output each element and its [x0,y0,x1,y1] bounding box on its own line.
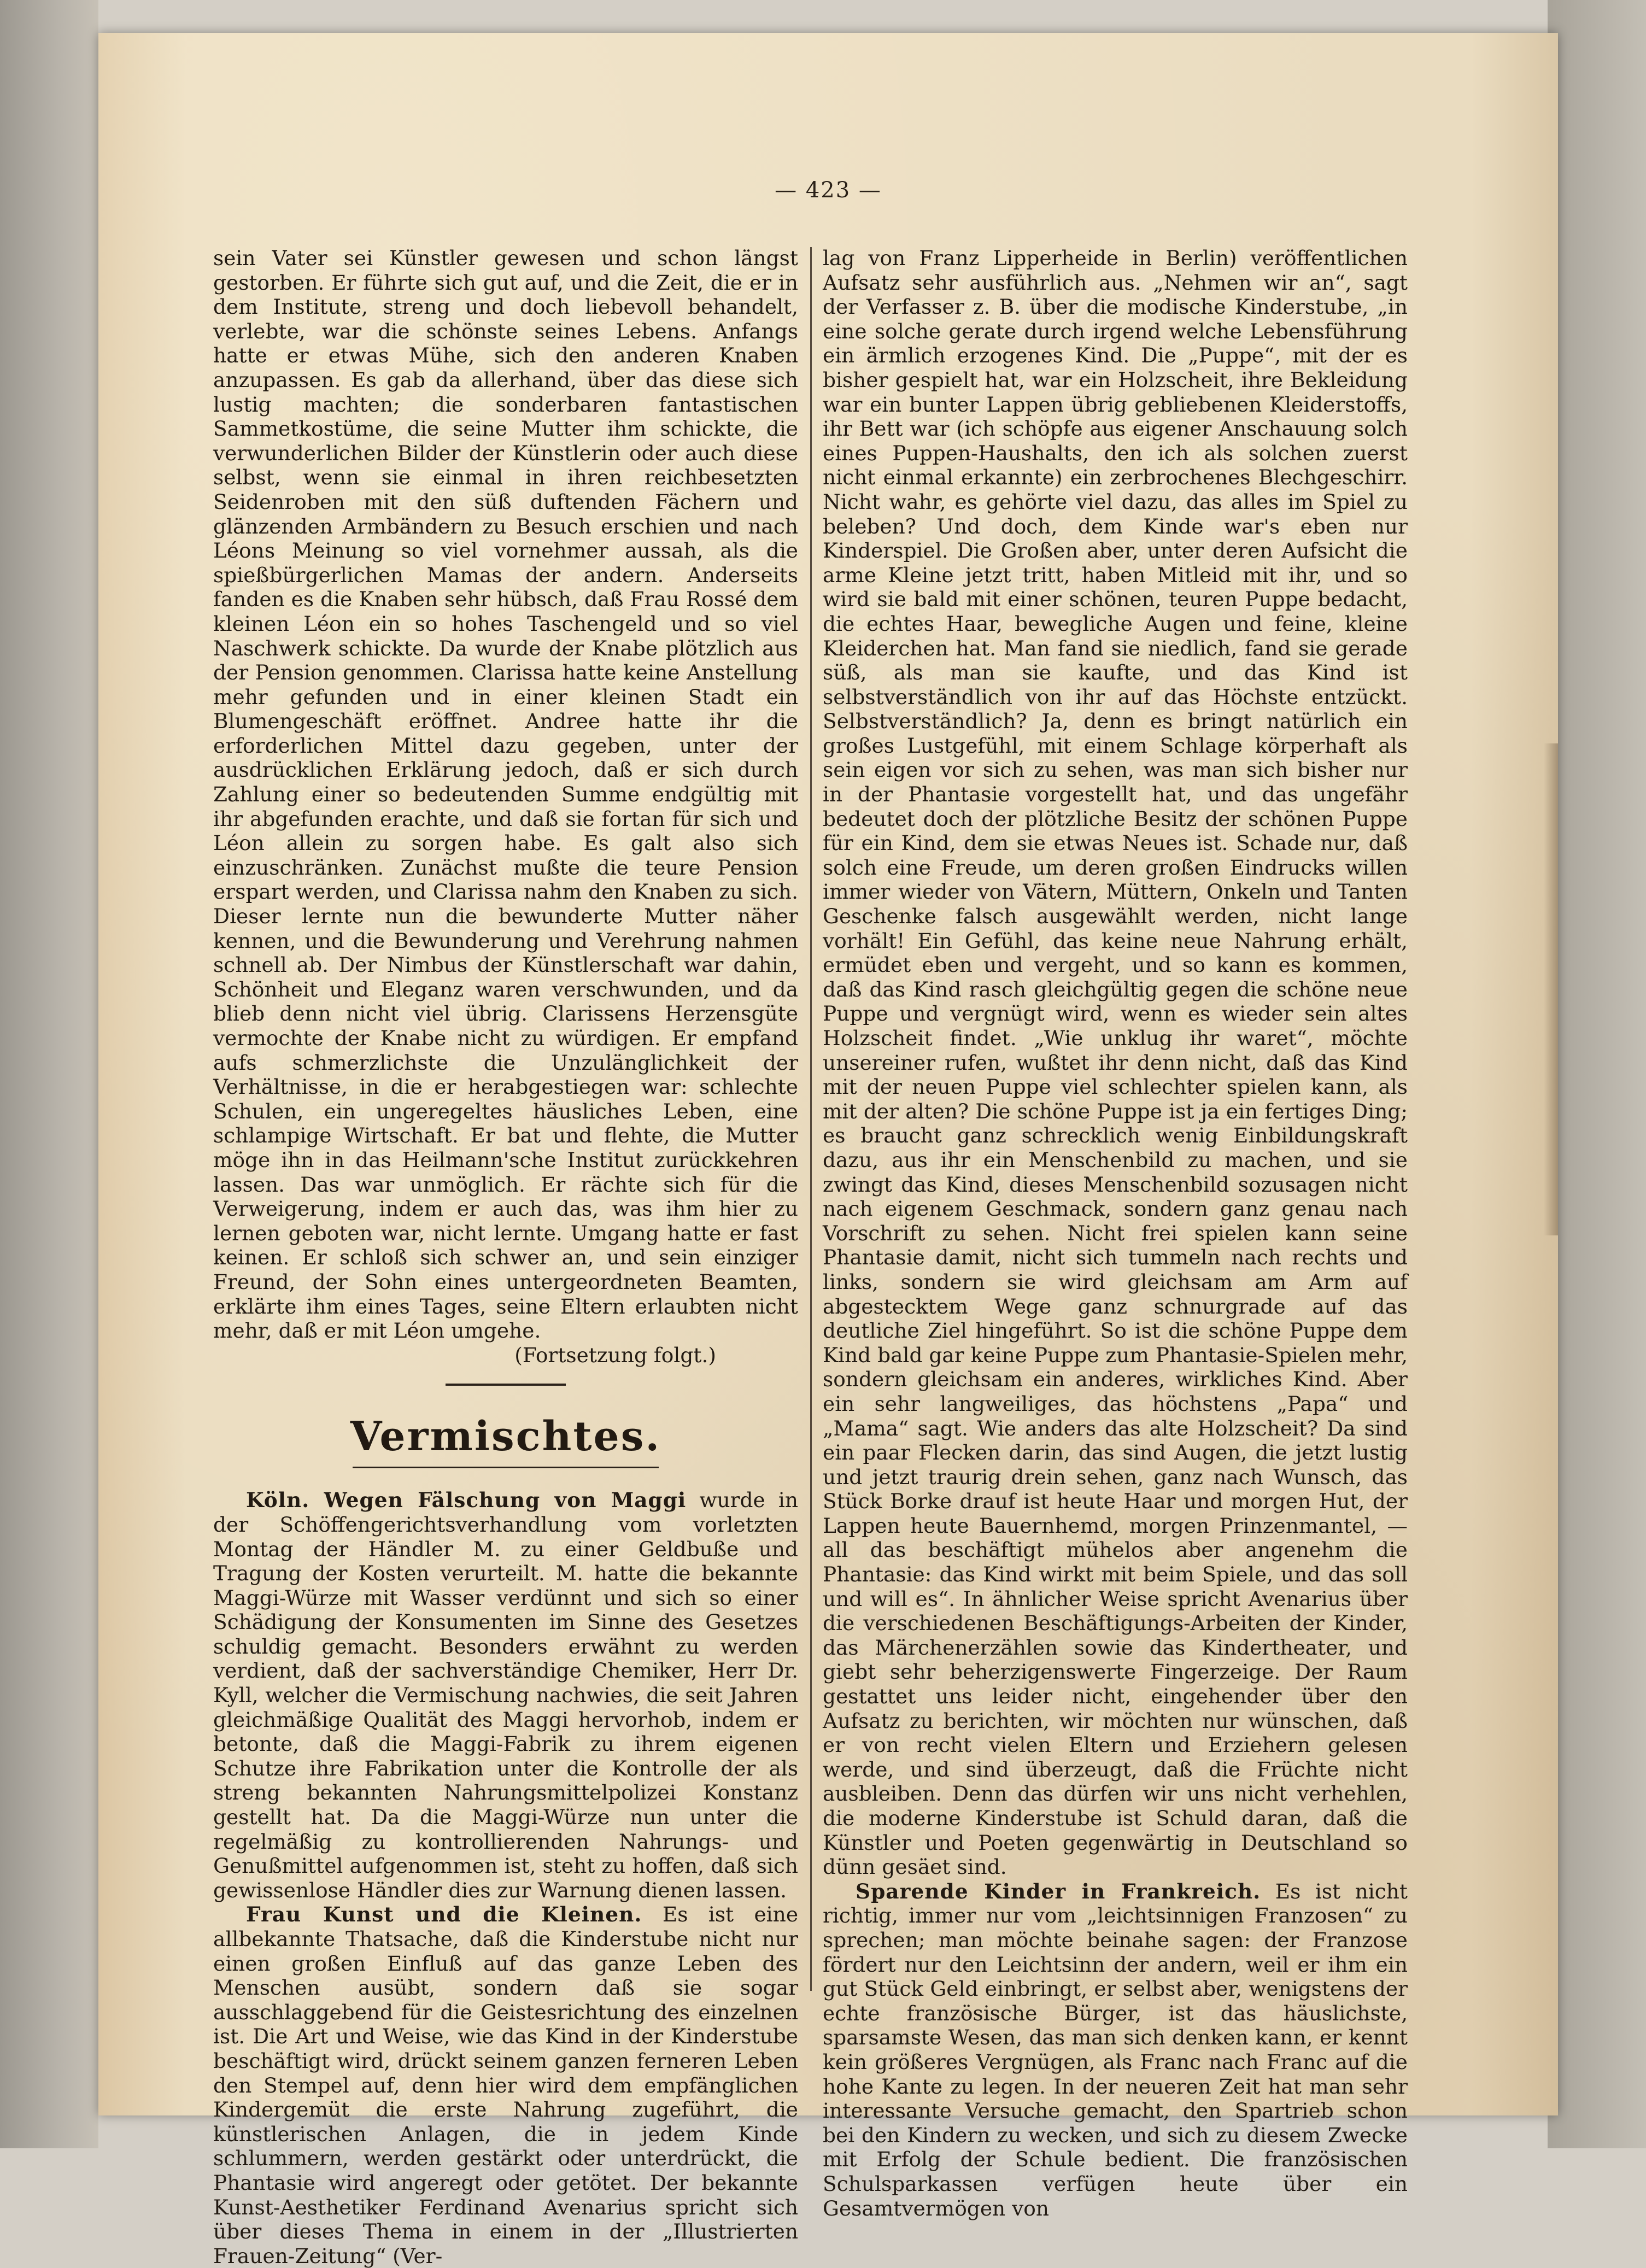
article-sparende-kinder [823,1879,1408,2220]
article-sparende-kinder-text: Es ist nicht richtig, immer nur vom „leichtsinnigen Franzosen“ zu sprechen; man möchte beinahe sagen: der Franzose fördert nur den Leichtsinn der andern, weil er ihm ein gut Stück Geld einbringt, er selbst aber, wenigstens der echte französische Bürger, ist das häuslichste, sparsamste Wesen, das man sich denken kann, er kennt kein größeres Vergnügen, als Franc nach Franc auf die hohe Kante zu legen. In der neueren Zeit hat man sehr interessante Versuche gemacht, den Spartrieb schon bei den Kindern zu wecken, und sich zu diesem Zwecke mit Erfolg der Schule bedient. Die französischen Schulsparkassen verfügen heute über ein Gesamtvermögen von [823,1879,1408,2220]
newspaper-page [98,33,1558,2268]
continued-note: (Fortsetzung folgt.) [514,1343,716,1367]
article-kunst [213,1902,798,2268]
article-maggi-lead: Köln. Wegen Fälschung von Maggi [246,1488,687,1513]
right-column [823,246,1408,2220]
scanner-backdrop-right [1548,0,1646,2148]
left-column [213,246,798,2268]
article-maggi [213,1488,798,1902]
section-heading: Vermischtes. [350,1413,661,1461]
heading-rule-top [446,1384,566,1386]
column-divider [810,247,812,1991]
heading-rule-bottom [353,1467,659,1468]
article-kunst-text: Es ist eine allbekannte Thatsache, daß die Kinderstube nicht nur einen großen Einfluß auf das ganze Leben des Menschen ausübt, sondern daß sie sogar ausschlaggebend für die Geistesrichtung des einzelnen ist. Die Art und Weise, wie das Kind in der Kinderstube beschäftigt wird, drückt seinem ganzen ferneren Leben den Stempel auf, denn hier wird dem empfänglichen Kindergemüt die erste Nahrung zugeführt, die künstlerischen Anlagen, die in jedem Kinde schlummern, werden gestärkt oder unterdrückt, die Phantasie wird angeregt oder getötet. Der bekannte Kunst-Aesthetiker Ferdinand Avenarius spricht sich über dieses Thema in einem in der „Illustrierten Frauen-Zeitung“ (Ver- [213,1902,799,2268]
story-paragraph: sein Vater sei Künstler gewesen und schon längst gestorben. Er führte sich gut auf, und die Zeit, die er in dem Institute, streng und doch liebevoll behandelt, verlebte, war die schönste seines Lebens. Anfangs hatte er etwas Mühe, sich den anderen Knaben anzupassen. Es gab da allerhand, über das diese sich lustig machten; die sonderbaren fantastischen Sammetkostüme, die seine Mutter ihm schickte, die verwunderlichen Bilder der Künstlerin oder auch diese selbst, wenn sie einmal in ihren reichbesetzten Seidenroben mit den süß duftenden Fächern und glänzenden Armbändern zu Besuch erschien und nach Léons Meinung so viel vornehmer aussah, als die spießbürgerlichen Mamas der andern. Anderseits fanden es die Knaben sehr hübsch, daß Frau Rossé dem kleinen Léon ein so hohes Taschengeld und so viel Naschwerk schickte. Da wurde der Knabe plötzlich aus der Pension genommen. Clarissa hatte keine Anstellung mehr gefunden und in einer kleinen Stadt ein Blumengeschäft eröffnet. Andree hatte ihr die erforderlichen Mittel dazu gegeben, unter der ausdrücklichen Erklärung jedoch, daß er sich durch Zahlung einer so bedeutenden Summe endgültig mit ihr abgefunden erachte, und daß sie fortan für sich und Léon allein zu sorgen habe. Es galt also sich einzuschränken. Zunächst mußte die teure Pension erspart werden, und Clarissa nahm den Knaben zu sich. Dieser lernte nun die bewunderte Mutter näher kennen, und die Bewunderung und Verehrung nahmen schnell ab. Der Nimbus der Künstlerschaft war dahin, Schönheit und Eleganz waren verschwunden, und da blieb denn nicht viel übrig. Clarissens Herzensgüte vermochte der Knabe nicht zu würdigen. Er empfand aufs schmerzlichste die Unzulänglichkeit der Verhältnisse, in die er herabgestiegen war: schlechte Schulen, ein ungeregeltes häusliches Leben, eine schlampige Wirtschaft. Er bat und flehte, die Mutter möge ihn in das Heilmann'sche Institut zurückkehren lassen. Das war unmöglich. Er rächte sich für die Verweigerung, indem er auch das, was ihm hier zu lernen geboten war, nicht lernte. Umgang hatte er fast keinen. Er schloß sich schwer an, und sein einziger Freund, der Sohn eines untergeordneten Beamten, erklärte ihm eines Tages, seine Eltern erlaubten nicht mehr, daß er mit Léon umgehe. [213,246,798,1343]
page-number: — 423 — [775,178,882,203]
scanner-backdrop-left [0,0,98,2148]
article-maggi-text: wurde in der Schöffengerichtsverhandlung vom vorletzten Montag der Händler M. zu einer Geldbuße und Tragung der Kosten verurteilt. M. hatte die bekannte Maggi-Würze mit Wasser verdünnt und sich so einer Schädigung der Konsumenten im Sinne des Gesetzes schuldig gemacht. Besonders erwähnt zu werden verdient, daß der sachverständige Chemiker, Herr Dr. Kyll, welcher die Vermischung nachwies, die seit Jahren gleichmäßige Qualität des Maggi hervorhob, indem er betonte, daß die Maggi-Fabrik zu ihrem eigenen Schutze ihre Fabrikation unter die Kontrolle der als streng bekannten Nahrungsmittelpolizei Konstanz gestellt hat. Da die Maggi-Würze nun unter die regelmäßig zu kontrollierenden Nahrungs- und Genußmittel aufgenommen ist, steht zu hoffen, daß sich gewissenlose Händler dies zur Warnung dienen lassen. [213,1488,799,1902]
article-sparende-kinder-lead: Sparende Kinder in Frankreich. [856,1879,1261,1903]
article-kunst-continued: lag von Franz Lipperheide in Berlin) veröffentlichen Aufsatz sehr ausführlich aus. „Nehmen wir an“, sagt der Verfasser z. B. über die modische Kinderstube, „in eine solche gerate durch irgend welche Lebensführung ein ärmlich erzogenes Kind. Die „Puppe“, mit der es bisher gespielt hat, war ein Holzscheit, ihre Bekleidung war ein bunter Lappen übrig gebliebenen Kleiderstoffs, ihr Bett war (ich schöpfe aus eigener Anschauung solch eines Puppen-Haushalts, den ich als solchen zuerst nicht einmal erkannte) ein zerbrochenes Blechgeschirr. Nicht wahr, es gehörte viel dazu, das alles im Spiel zu beleben? Und doch, dem Kinde war's eben nur Kinderspiel. Die Großen aber, unter deren Aufsicht die arme Kleine jetzt tritt, haben Mitleid mit ihr, und so wird sie bald mit einer schönen, teuren Puppe bedacht, die echtes Haar, bewegliche Augen und feine, kleine Kleiderchen hat. Man fand sie niedlich, fand sie gerade süß, als man sie kaufte, und das Kind ist selbstverständlich von ihr auf das Höchste entzückt. Selbstverständlich? Ja, denn es bringt natürlich ein großes Lustgefühl, mit einem Schlage körperhaft als sein eigen vor sich zu sehen, was man sich bisher nur in der Phantasie vorgestellt hat, und das ungefähr bedeutet doch der plötzliche Besitz der schönen Puppe für ein Kind, dem sie etwas Neues ist. Schade nur, daß solch eine Freude, um deren großen Eindrucks willen immer wieder von Vätern, Müttern, Onkeln und Tanten Geschenke falsch ausgewählt werden, nicht lange vorhält! Ein Gefühl, das keine neue Nahrung erhält, ermüdet eben und vergeht, und so kann es kommen, daß das Kind rasch gleichgültig gegen die schöne neue Puppe und vergnügt wird, wenn es wieder sein altes Holzscheit findet. „Wie unklug ihr waret“, möchte unsereiner rufen, wußtet ihr denn nicht, daß das Kind mit der neuen Puppe viel schlechter spielen kann, als mit der alten? Die schöne Puppe ist ja ein fertiges Ding; es braucht ganz schrecklich wenig Einbildungskraft dazu, aus ihr ein Menschenbild zu machen, und sie zwingt das Kind, dieses Menschenbild sozusagen nicht nach eigenem Geschmack, sondern ganz genau nach Vorschrift zu sehen. Nicht frei spielen kann seine Phantasie damit, nicht sich tummeln nach rechts und links, sondern sie wird gleichsam am Arm auf abgestecktem Wege ganz schnurgrade auf das deutliche Ziel hingeführt. So ist die schöne Puppe dem Kind bald gar keine Puppe zum Phantasie-Spielen mehr, sondern gleichsam ein anderes, wirkliches Kind. Aber ein sehr langweiliges, das höchstens „Papa“ und „Mama“ sagt. Wie anders das alte Holzscheit? Da sind ein paar Flecken darin, das sind Augen, die jetzt lustig und jetzt traurig drein sehen, ganz nach Wunsch, das Stück Borke drauf ist heute Haar und morgen Hut, der Lappen heute Bauernhemd, morgen Prinzenmantel, — all das beschäftigt mühelos aber angenehm die Phantasie: das Kind wirkt mit beim Spiele, und das soll und will es“. In ähnlicher Weise spricht Avenarius über die verschiedenen Beschäftigungs-Arbeiten der Kinder, das Märchenerzählen sowie das Kindertheater, und giebt sehr beherzigenswerte Fingerzeige. Der Raum gestattet uns leider nicht, eingehender über den Aufsatz zu berichten, wir möchten nur wünschen, daß er von recht vielen Eltern und Erziehern gelesen werde, und sind überzeugt, daß die Früchte nicht ausbleiben. Denn das dürfen wir uns nicht verhehlen, die moderne Kinderstube ist Schuld daran, daß die Künstler und Poeten gegenwärtig in Deutschland so dünn gesäet sind. [823,246,1408,1879]
article-kunst-lead: Frau Kunst und die Kleinen. [246,1902,642,1927]
page-edge-shadow [1544,743,1558,1235]
